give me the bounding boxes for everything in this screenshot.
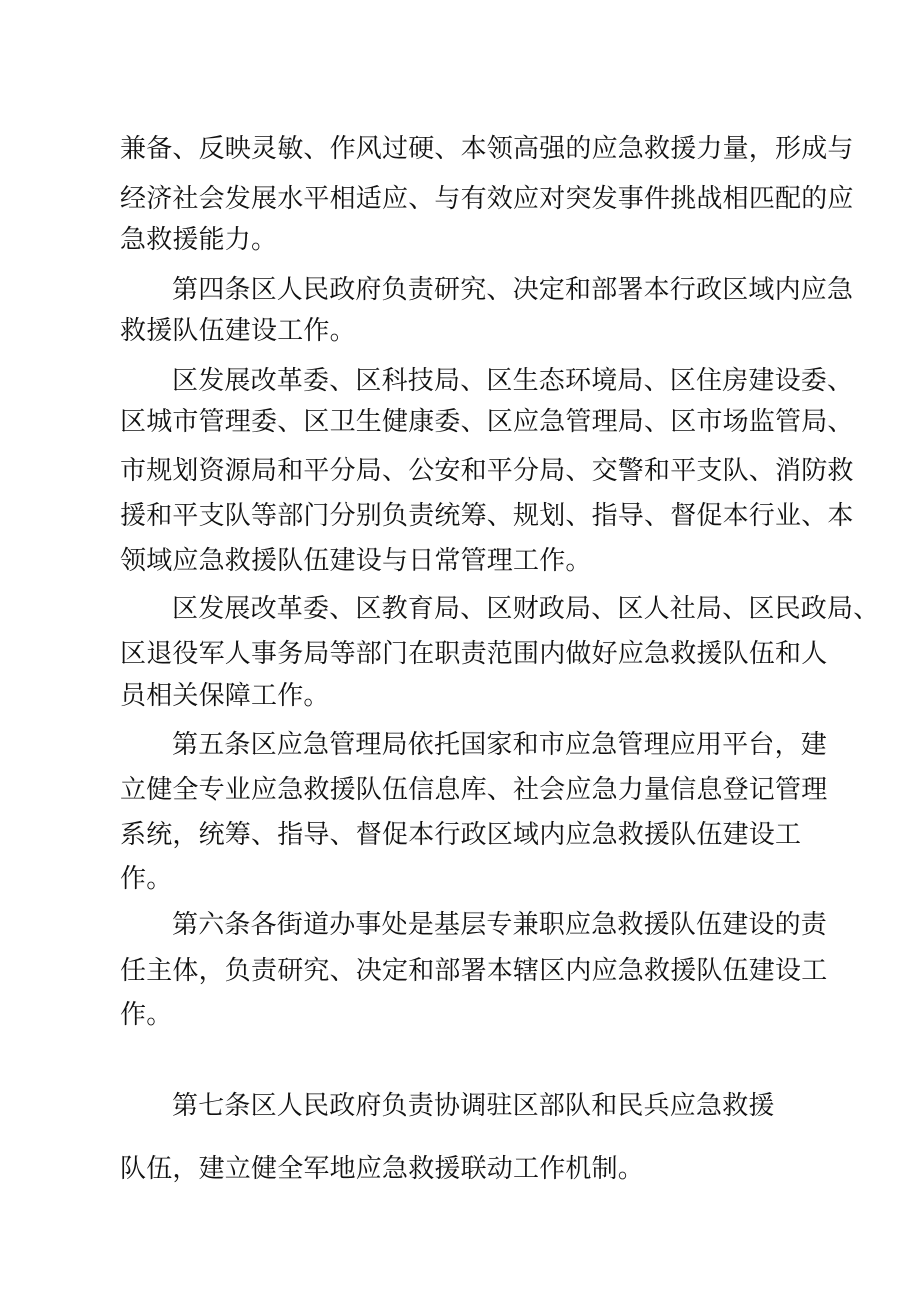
text-line: 作。 [120, 864, 173, 894]
article-4-heading-line: 第四条区人民政府负责研究、决定和部署本行政区域内应急 [172, 275, 854, 305]
text-line: 立健全专业应急救援队伍信息库、社会应急力量信息登记管理 [120, 775, 828, 805]
text-line: 区城市管理委、区卫生健康委、区应急管理局、区市场监管局、 [120, 407, 854, 437]
text-line: 经济社会发展水平相适应、与有效应对突发事件挑战相匹配的应 [120, 184, 854, 214]
text-line: 区发展改革委、区科技局、区生态环境局、区住房建设委、 [172, 366, 854, 396]
text-line: 系统，统筹、指导、督促本行政区域内应急救援队伍建设工 [120, 820, 802, 850]
text-line: 市规划资源局和平分局、公安和平分局、交警和平支队、消防救 [120, 456, 854, 486]
text-line: 救援队伍建设工作。 [120, 316, 356, 346]
text-line: 任主体，负责研究、决定和部署本辖区内应急救援队伍建设工 [120, 956, 828, 986]
text-line: 作。 [120, 1000, 173, 1030]
text-line: 兼备、反映灵敏、作风过硬、本领高强的应急救援力量，形成与 [120, 134, 854, 164]
text-line: 区退役军人事务局等部门在职责范围内做好应急救援队伍和人 [120, 639, 828, 669]
article-5-heading-line: 第五条区应急管理局依托国家和市应急管理应用平台，建 [172, 730, 828, 760]
text-line: 领域应急救援队伍建设与日常管理工作。 [120, 546, 592, 576]
text-line: 区发展改革委、区教育局、区财政局、区人社局、区民政局、 [172, 594, 880, 624]
article-6-heading-line: 第六条各街道办事处是基层专兼职应急救援队伍建设的责 [172, 910, 828, 940]
text-line: 队伍，建立健全军地应急救援联动工作机制。 [120, 1154, 645, 1184]
text-line: 急救援能力。 [120, 225, 278, 255]
text-line: 援和平支队等部门分别负责统筹、规划、指导、督促本行业、本 [120, 501, 854, 531]
text-line: 员相关保障工作。 [120, 681, 330, 711]
article-7-heading-line: 第七条区人民政府负责协调驻区部队和民兵应急救援 [172, 1091, 775, 1121]
